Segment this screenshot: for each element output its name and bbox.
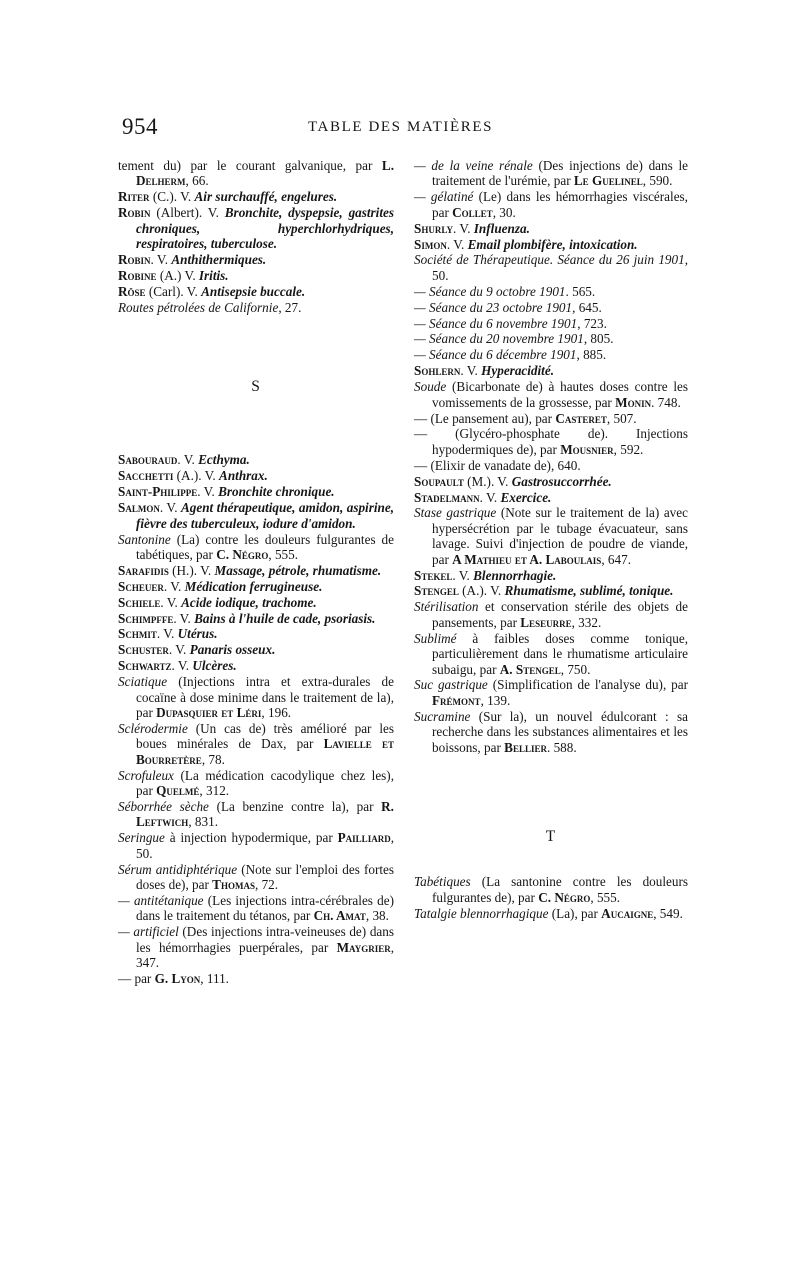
index-entry	[414, 426, 688, 457]
index-entry	[118, 721, 394, 767]
entry-rest: (Le) dans les hémorrhagies viscérales, par	[432, 189, 688, 220]
entry-rest: — (Le pansement au), par	[414, 410, 556, 426]
entry-ref: Email plombifère, intoxication.	[467, 236, 638, 252]
entry-end: , 30.	[492, 204, 516, 220]
index-entry	[118, 268, 394, 283]
index-entry	[118, 971, 394, 986]
entry-lead-it: Stase gastrique	[414, 505, 497, 521]
entry-ref: Ulcères.	[192, 658, 237, 674]
entry-auth: A Mathieu et A. Laboulais	[452, 551, 602, 567]
entry-auth: R. Leftwich	[136, 798, 394, 830]
entry-lead: Scheuer	[118, 578, 164, 594]
entry-auth: Monin	[615, 394, 652, 410]
entry-auth: L. Delherm	[136, 158, 394, 189]
entry-rest: et conservation stérile des objets de pansements, par	[432, 599, 688, 630]
entry-auth: G. Lyon	[154, 970, 201, 986]
entry-rest: (Des injections intra-veineuses de) dans les hémorrhagies puerpérales, par	[136, 924, 394, 955]
entry-rest: (Note sur l'emploi des fortes doses de), par	[136, 861, 394, 892]
index-entry	[118, 595, 394, 610]
entry-rest: (A.). V.	[458, 583, 505, 599]
entries-s-left	[118, 452, 394, 986]
entry-lead-it: — Séance du 23 octobre 1901	[414, 299, 573, 315]
entry-lead: Shurly	[414, 220, 454, 236]
entry-end: , 750.	[560, 661, 591, 677]
entry-lead-it: — gélatiné	[414, 189, 474, 205]
entry-rest: tement du) par le courant galvanique, par	[118, 158, 382, 173]
index-entry	[414, 347, 688, 362]
entry-rest: . V.	[177, 452, 199, 468]
index-entry	[414, 490, 688, 505]
entry-rest: (Des injections de) dans le traitement de l'urémie, par	[432, 158, 688, 189]
entry-lead-it: — Séance du 6 novembre 1901	[414, 315, 578, 331]
entry-rest: . V.	[453, 220, 474, 236]
entry-end: , 38.	[365, 908, 389, 924]
entry-end: , 78.	[201, 751, 225, 767]
entry-auth: Ch. Amat	[313, 908, 366, 924]
index-entry	[118, 768, 394, 799]
entry-rest: . V.	[150, 251, 172, 267]
page-number: 954	[122, 114, 158, 139]
entry-end: , 590.	[642, 173, 673, 189]
entry-rest: . 565.	[565, 283, 596, 299]
entry-end: , 347.	[136, 939, 394, 970]
entry-lead: Stekel	[414, 567, 453, 583]
entry-ref: Antisepsie buccale.	[201, 283, 306, 299]
entry-ref: Hyperacidité.	[481, 363, 554, 379]
entry-auth: Maygrier	[336, 939, 391, 955]
entry-ref: Médication ferrugineuse.	[184, 578, 323, 594]
index-entry	[118, 532, 394, 563]
entry-rest: — par	[118, 970, 155, 986]
index-entry	[414, 284, 688, 299]
entry-lead-it: Soude	[414, 379, 447, 395]
entry-auth: Frémont	[432, 692, 481, 708]
index-entry	[414, 189, 688, 220]
entry-rest: (La médication cacodylique chez les), par	[136, 767, 394, 798]
entry-ref: Rhumatisme, sublimé, tonique.	[504, 583, 674, 599]
entry-ref: Iritis.	[198, 267, 229, 283]
index-entry	[118, 205, 394, 251]
index-entry	[118, 158, 394, 189]
index-entry	[118, 563, 394, 578]
entry-auth: Aucaigne	[601, 905, 654, 921]
entry-lead: Sacchetti	[118, 468, 174, 484]
entry-lead-it: — artificiel	[118, 924, 179, 940]
index-entry	[118, 579, 394, 594]
entry-lead-it: Sérum antidiphtérique	[118, 861, 238, 877]
entry-auth: Thomas	[212, 876, 255, 892]
entry-end: . 588.	[546, 739, 577, 755]
index-entry	[414, 568, 688, 583]
entry-rest: (La santonine contre les douleurs fulgurantes de), par	[432, 874, 688, 905]
index-entry	[414, 316, 688, 331]
entry-rest: , 645.	[572, 299, 602, 315]
entry-rest: (Bicarbonate de) à hautes doses contre les vomissements de la grossesse, par	[432, 379, 688, 410]
entry-end: , 555.	[268, 546, 299, 562]
entry-end: , 72.	[254, 876, 279, 892]
entry-lead: Robin	[118, 205, 151, 221]
entry-rest: à faibles doses comme tonique, particulièrement dans le rhumatisme articulaire subaigu, par	[432, 630, 688, 677]
entry-ref: Bronchite chronique.	[218, 484, 335, 500]
entry-end: , 831.	[188, 814, 218, 830]
entry-lead: Robin	[118, 251, 151, 267]
entry-ref: Agent thérapeutique, amidon, aspirine, fièvre des tuberculeux, iodure d'amidon.	[136, 500, 394, 531]
entry-lead-it: — Séance du 20 novembre 1901	[414, 331, 584, 347]
entry-lead-it: Sciatique	[118, 674, 168, 690]
entry-rest: (H.). V.	[168, 562, 215, 578]
entry-lead-it: Séborrhée sèche	[118, 798, 209, 814]
entry-auth: Lavielle et Bourretère	[136, 736, 394, 767]
index-entry	[414, 379, 688, 410]
entry-lead-it: Scrofuleux	[118, 767, 174, 783]
entry-rest: . V.	[168, 642, 190, 658]
entry-auth: Bellier	[504, 739, 547, 755]
entry-lead-it: Stérilisation	[414, 599, 479, 615]
entry-ref: Air surchauffé, engelures.	[194, 189, 338, 205]
index-entry	[118, 452, 394, 467]
entry-lead-it: Tatalgie blennorrhagique	[414, 905, 549, 921]
entries-r	[118, 158, 394, 315]
index-entry	[118, 284, 394, 299]
entry-lead: Soupault	[414, 473, 464, 489]
index-entry	[118, 252, 394, 267]
entry-lead: Schimpffe	[118, 610, 174, 626]
entry-rest: (La) contre les douleurs fulgurantes de tabétiques, par	[136, 531, 394, 562]
index-entry	[414, 252, 688, 283]
entry-lead: Schuster	[118, 642, 169, 658]
index-entry	[118, 830, 394, 861]
entry-rest: (A.). V.	[173, 468, 220, 484]
entry-end: , 647.	[601, 551, 631, 567]
index-entry	[414, 458, 688, 473]
entry-lead-it: Société de Thérapeutique. Séance du 26 juin 1901	[414, 252, 685, 268]
entry-lead: Schiele	[118, 594, 161, 610]
index-entry	[414, 874, 688, 905]
entry-rest: . V.	[452, 567, 474, 583]
entry-rest: (Simplification de l'analyse du), par	[487, 677, 688, 693]
index-entry	[414, 677, 688, 708]
entry-auth: Collet	[452, 204, 493, 220]
index-entry	[118, 658, 394, 673]
entry-rest: — (Elixir de vanadate de), 640.	[414, 457, 581, 473]
entry-lead-it: — de la veine rénale	[414, 158, 533, 173]
entry-ref: Exercice.	[500, 489, 552, 505]
entries-s-right	[414, 158, 688, 755]
entry-ref: Ecthyma.	[198, 452, 250, 468]
entry-lead: Röse	[118, 283, 146, 299]
entry-lead: Sarafidis	[118, 562, 169, 578]
entry-lead: Saint-Philippe	[118, 484, 198, 500]
entry-lead-it: Tabétiques	[414, 874, 471, 890]
entry-end: , 66.	[185, 173, 209, 189]
right-column	[414, 158, 688, 922]
entry-auth: Leseurre	[520, 614, 572, 630]
entry-rest: (A.) V.	[156, 267, 199, 283]
entry-rest: . V.	[446, 236, 468, 252]
entry-rest: (La benzine contre la), par	[208, 798, 382, 814]
index-entry	[118, 484, 394, 499]
entry-rest: (Albert). V.	[150, 205, 225, 221]
entry-rest: , 27.	[278, 299, 302, 315]
index-entry	[118, 799, 394, 830]
entry-ref: Anthrax.	[219, 468, 268, 484]
entry-auth: C. Négro	[538, 889, 591, 905]
entry-lead-it: Sucramine	[414, 708, 471, 724]
entry-lead: Sabouraud	[118, 452, 178, 468]
index-entry	[414, 631, 688, 677]
index-entry	[118, 300, 394, 315]
index-entry	[118, 468, 394, 483]
entry-end: , 196.	[261, 704, 292, 720]
index-entry	[414, 411, 688, 426]
entry-lead-it: Santonine	[118, 531, 171, 547]
entry-lead-it: Suc gastrique	[414, 677, 488, 693]
entry-rest: (Les injections intra-cérébrales de) dans le traitement du tétanos, par	[136, 892, 394, 924]
entry-ref: Influenza.	[473, 220, 530, 236]
entry-rest: . V.	[171, 658, 193, 674]
entries-t	[414, 874, 688, 921]
entry-auth: C. Négro	[216, 546, 269, 562]
entry-end: , 312.	[199, 783, 230, 798]
entry-auth: Quelmé	[156, 783, 200, 798]
entry-lead-it: — Séance du 6 décembre 1901	[414, 347, 577, 363]
entry-lead-it: Seringue	[118, 830, 165, 846]
entry-end: . 748.	[651, 394, 681, 410]
entry-rest: (La), par	[548, 905, 602, 921]
entry-lead-it: Sublimé	[414, 630, 457, 646]
entry-ref: Acide iodique, trachome.	[181, 594, 317, 610]
entry-rest: . V.	[159, 500, 181, 516]
index-entry	[118, 642, 394, 657]
entry-auth: A. Stengel	[499, 661, 561, 677]
entry-rest: . V.	[460, 363, 482, 379]
entry-rest: à injection hypodermique, par	[164, 830, 338, 846]
entry-lead-it: — antitétanique	[118, 892, 204, 908]
entry-ref: Blennorrhagie.	[473, 567, 557, 583]
entry-rest: (Carl). V.	[145, 283, 202, 299]
entry-end: , 549.	[653, 905, 683, 921]
entry-lead: Simon	[414, 236, 447, 252]
entry-ref: Bronchite, dyspepsie, gastrites chroniques, hyperchlorhydriques, respiratoires, tuberculose.	[136, 205, 394, 252]
index-entry	[414, 158, 688, 189]
index-entry	[414, 363, 688, 378]
entry-rest: , 805.	[583, 331, 614, 347]
entry-rest: . V.	[163, 578, 185, 594]
index-entry	[414, 331, 688, 346]
index-entry	[118, 189, 394, 204]
entry-rest: , 50.	[432, 252, 688, 283]
entry-rest: (Sur la), un nouvel édulcorant : sa recherche dans les substances alimentaires et les boissons, par	[432, 708, 688, 755]
entry-ref: Utérus.	[177, 626, 218, 642]
entry-auth: Le Guelinel	[573, 173, 643, 189]
index-entry	[118, 500, 394, 531]
index-entry	[118, 611, 394, 626]
entry-rest: (Note sur le traitement de la) avec hypersécrétion par le tubage évacuateur, sans lavage. Suivi d'injection de poudre de viande, par	[432, 505, 688, 567]
entry-end: , 592.	[613, 441, 644, 457]
entry-auth: Mousnier	[560, 441, 614, 457]
entry-lead-it: — Séance du 9 octobre 1901	[414, 283, 566, 299]
index-entry	[414, 237, 688, 252]
entry-lead: Sohlern	[414, 363, 461, 379]
entry-auth: Pailliard	[337, 830, 391, 846]
entry-end: , 50.	[136, 830, 394, 861]
entry-rest: (C.). V.	[149, 189, 195, 205]
entry-rest: , 723.	[577, 315, 607, 331]
index-entry	[118, 924, 394, 970]
entry-lead: Robine	[118, 267, 157, 283]
entry-ref: Massage, pétrole, rhumatisme.	[214, 562, 382, 578]
entry-rest: . V.	[173, 610, 195, 626]
letter-heading-t: T	[545, 827, 557, 845]
index-entry	[414, 474, 688, 489]
index-entry	[414, 300, 688, 315]
entry-rest: . V.	[156, 626, 178, 642]
entry-end: , 139.	[480, 692, 511, 708]
entry-rest: (M.). V.	[463, 473, 512, 489]
entry-end: , 555.	[590, 889, 621, 905]
entry-rest: (Un cas de) très amélioré par les boues minérales de Dax, par	[136, 720, 394, 752]
entry-lead: Salmon	[118, 500, 160, 516]
entry-lead-it: Routes pétrolées de Californie	[118, 299, 279, 315]
entry-lead: Schwartz	[118, 658, 172, 674]
entry-rest: (Injections intra et extra-durales de cocaïne à dose minime dans le traitement de la), par	[136, 674, 394, 720]
index-entry	[414, 906, 688, 921]
entry-end: , 507.	[606, 410, 637, 426]
entry-lead-it: Sclérodermie	[118, 720, 188, 736]
index-entry	[414, 505, 688, 567]
entry-rest: , 885.	[576, 347, 607, 363]
entry-lead: Riter	[118, 189, 150, 205]
index-entry	[118, 862, 394, 893]
entry-ref: Anthithermiques.	[171, 251, 267, 267]
entry-rest: . V.	[479, 489, 501, 505]
entry-rest: — (Glycéro-phosphate de). Injections hypodermiques de), par	[414, 426, 688, 457]
index-entry	[414, 709, 688, 755]
entry-end: , 111.	[200, 970, 229, 986]
entry-rest: . V.	[197, 484, 219, 500]
entry-lead: Schmit	[118, 626, 157, 642]
entry-auth: Casteret	[555, 410, 607, 426]
entry-ref: Panaris osseux.	[189, 642, 276, 658]
left-column	[118, 158, 394, 987]
entry-lead: Stengel	[414, 583, 459, 599]
page-header	[122, 114, 688, 144]
entry-end: , 332.	[571, 614, 602, 630]
running-title: TABLE DES MATIÈRES	[308, 119, 494, 135]
entry-rest: . V.	[160, 594, 182, 610]
entry-auth: Dupasquier et Léri	[156, 704, 262, 720]
letter-heading-s: S	[251, 378, 261, 396]
index-entry	[414, 583, 688, 598]
index-entry	[414, 221, 688, 236]
index-entry	[118, 674, 394, 720]
entry-ref: Gastrosuccorrhée.	[511, 473, 612, 489]
entry-ref: Bains à l'huile de cade, psoriasis.	[194, 610, 376, 626]
entry-lead: Stadelmann	[414, 489, 480, 505]
index-entry	[414, 599, 688, 630]
index-entry	[118, 893, 394, 924]
index-entry	[118, 626, 394, 641]
